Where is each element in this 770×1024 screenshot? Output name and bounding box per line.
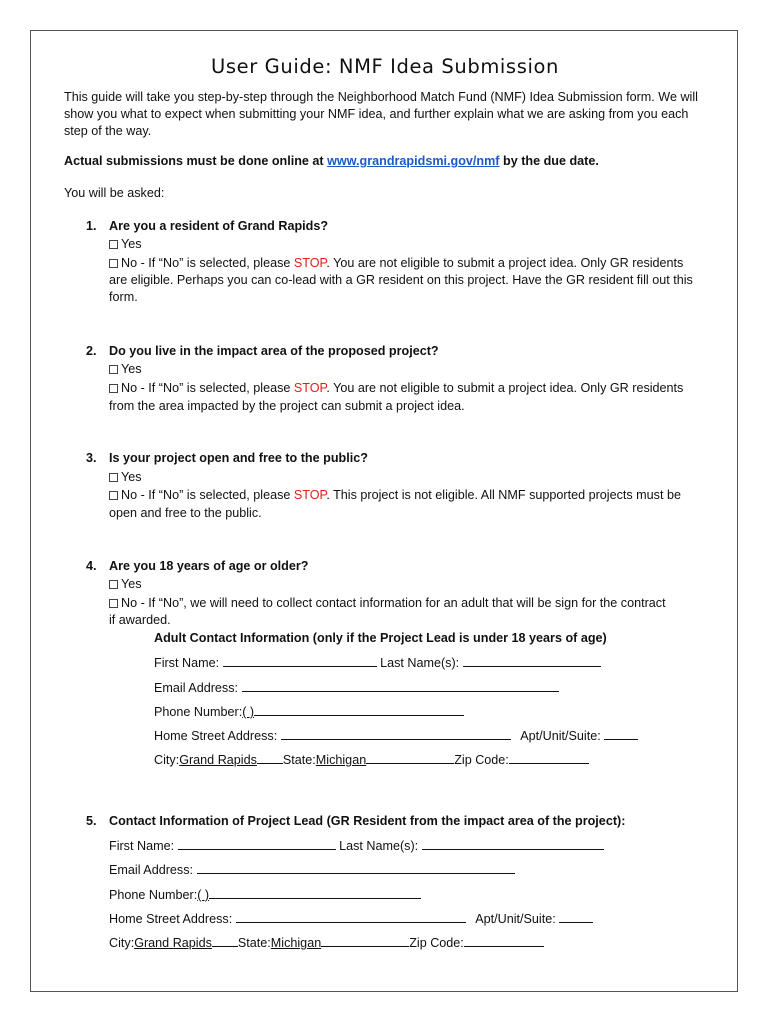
q5-number: 5. (86, 814, 97, 828)
adult-apt-label: Apt/Unit/Suite: (520, 729, 601, 743)
q4-no-line1: No - If “No”, we will need to collect contact information for an adult that will be sign for the contract (121, 596, 666, 610)
q4-question: Are you 18 years of age or older? (109, 559, 309, 573)
q3-no-rest: open and free to the public. (109, 506, 262, 520)
adult-email-row (154, 679, 559, 697)
q1-no-rest: are eligible. Perhaps you can co-lead with a GR resident on this project. Have the GR resident fill out this form. (109, 273, 693, 304)
adult-phone-area[interactable]: ( ) (242, 705, 255, 719)
checkbox-icon[interactable] (109, 384, 118, 393)
intro-paragraph: This guide will take you step-by-step through the Neighborhood Match Fund (NMF) Idea Submission form. We will show you what to expect when submitting your NMF idea, and further explain what we are asking from you each step of the way. (64, 90, 698, 138)
lead-zip-field[interactable] (464, 934, 544, 947)
adult-state-underline (366, 751, 454, 764)
q4-yes-label: Yes (121, 577, 142, 591)
lead-city-value[interactable]: Grand Rapids (134, 936, 212, 950)
adult-phone-label: Phone Number: (154, 705, 243, 719)
q3-number: 3. (86, 451, 97, 465)
q3-stop-text: STOP (293, 488, 327, 502)
q3-no-rest-line1: . This project is not eligible. All NMF supported projects must be (326, 488, 681, 502)
q2-stop-text: STOP (293, 381, 327, 395)
adult-email-field[interactable] (242, 679, 559, 692)
lead-state-underline (321, 934, 409, 947)
lead-first-name-field[interactable] (178, 837, 336, 850)
lead-email-label: Email Address: (109, 863, 193, 877)
submission-note-suffix: by the due date. (499, 154, 599, 168)
lead-apt-label: Apt/Unit/Suite: (475, 912, 556, 926)
lead-apt-field[interactable] (559, 910, 593, 923)
lead-phone-area[interactable]: ( ) (197, 888, 210, 902)
q3-yes-label: Yes (121, 470, 142, 484)
checkbox-icon[interactable] (109, 259, 118, 268)
adult-contact-heading: Adult Contact Information (only if the Project Lead is under 18 years of age) (154, 631, 607, 645)
lead-city-label: City: (109, 936, 135, 950)
lead-email-field[interactable] (197, 861, 515, 874)
adult-apt-field[interactable] (604, 727, 638, 740)
checkbox-icon[interactable] (109, 365, 118, 374)
adult-state-value[interactable]: Michigan (315, 753, 367, 767)
adult-city-label: City: (154, 753, 180, 767)
lead-email-row (109, 861, 515, 879)
q1-no-rest-line1: . You are not eligible to submit a project idea. Only GR residents (326, 256, 684, 270)
lead-state-value[interactable]: Michigan (270, 936, 322, 950)
q1-yes-option[interactable] (109, 236, 142, 253)
checkbox-icon[interactable] (109, 491, 118, 500)
lead-last-name-label: Last Name(s): (339, 839, 419, 853)
lead-state-label: State: (237, 936, 271, 950)
q4-number: 4. (86, 559, 97, 573)
document-page (30, 30, 738, 992)
q2-no-prefix: No - If “No” is selected, please (121, 381, 294, 395)
q3-no-prefix: No - If “No” is selected, please (121, 488, 294, 502)
adult-city-underline (257, 751, 283, 764)
q4-no-option[interactable] (109, 595, 666, 612)
nmf-link[interactable]: www.grandrapidsmi.gov/nmf (327, 154, 500, 168)
lead-phone-row (109, 886, 421, 904)
q1-question: Are you a resident of Grand Rapids? (109, 219, 329, 233)
lead-street-row (109, 910, 593, 928)
q1-number: 1. (86, 219, 97, 233)
q1-yes-label: Yes (121, 237, 142, 251)
lead-street-label: Home Street Address: (109, 912, 233, 926)
asked-label: You will be asked: (64, 186, 165, 200)
adult-street-label: Home Street Address: (154, 729, 278, 743)
q3-no-option[interactable] (109, 487, 681, 504)
checkbox-icon[interactable] (109, 473, 118, 482)
checkbox-icon[interactable] (109, 599, 118, 608)
adult-city-row (154, 751, 589, 769)
q4-no-line2: if awarded. (109, 613, 171, 627)
adult-city-value[interactable]: Grand Rapids (179, 753, 257, 767)
q2-question: Do you live in the impact area of the proposed project? (109, 344, 439, 358)
q2-no-rest: from the area impacted by the project can submit a project idea. (109, 399, 465, 413)
lead-phone-field[interactable] (209, 886, 421, 899)
checkbox-icon[interactable] (109, 580, 118, 589)
lead-city-underline (212, 934, 238, 947)
q1-stop-text: STOP (293, 256, 327, 270)
q1-no-option[interactable] (109, 255, 683, 272)
q1-no-prefix: No - If “No” is selected, please (121, 256, 294, 270)
lead-street-field[interactable] (236, 910, 466, 923)
adult-last-name-field[interactable] (463, 654, 601, 667)
q3-question: Is your project open and free to the public? (109, 451, 368, 465)
submission-note-prefix: Actual submissions must be done online at (64, 154, 328, 168)
page-title: User Guide: NMF Idea Submission (211, 55, 559, 78)
adult-zip-field[interactable] (509, 751, 589, 764)
adult-state-label: State: (282, 753, 316, 767)
q2-number: 2. (86, 344, 97, 358)
adult-zip-label: Zip Code: (454, 753, 509, 767)
adult-first-name-label: First Name: (154, 656, 220, 670)
adult-last-name-label: Last Name(s): (380, 656, 460, 670)
lead-last-name-field[interactable] (422, 837, 604, 850)
adult-phone-row (154, 703, 464, 721)
lead-zip-label: Zip Code: (409, 936, 464, 950)
q2-no-rest-line1: . You are not eligible to submit a project idea. Only GR residents (326, 381, 684, 395)
adult-email-label: Email Address: (154, 681, 238, 695)
q2-no-option[interactable] (109, 380, 683, 397)
adult-phone-field[interactable] (254, 703, 464, 716)
lead-first-name-label: First Name: (109, 839, 175, 853)
adult-street-field[interactable] (281, 727, 511, 740)
checkbox-icon[interactable] (109, 240, 118, 249)
lead-phone-label: Phone Number: (109, 888, 198, 902)
submission-note (64, 153, 599, 170)
adult-first-name-field[interactable] (223, 654, 377, 667)
q3-yes-option[interactable] (109, 469, 142, 486)
q4-yes-option[interactable] (109, 576, 142, 593)
q2-yes-label: Yes (121, 362, 142, 376)
adult-street-row (154, 727, 638, 745)
q2-yes-option[interactable] (109, 361, 142, 378)
lead-city-row (109, 934, 544, 952)
lead-name-row (109, 837, 604, 855)
q5-question: Contact Information of Project Lead (GR Resident from the impact area of the project): (109, 814, 626, 828)
adult-name-row (154, 654, 601, 672)
